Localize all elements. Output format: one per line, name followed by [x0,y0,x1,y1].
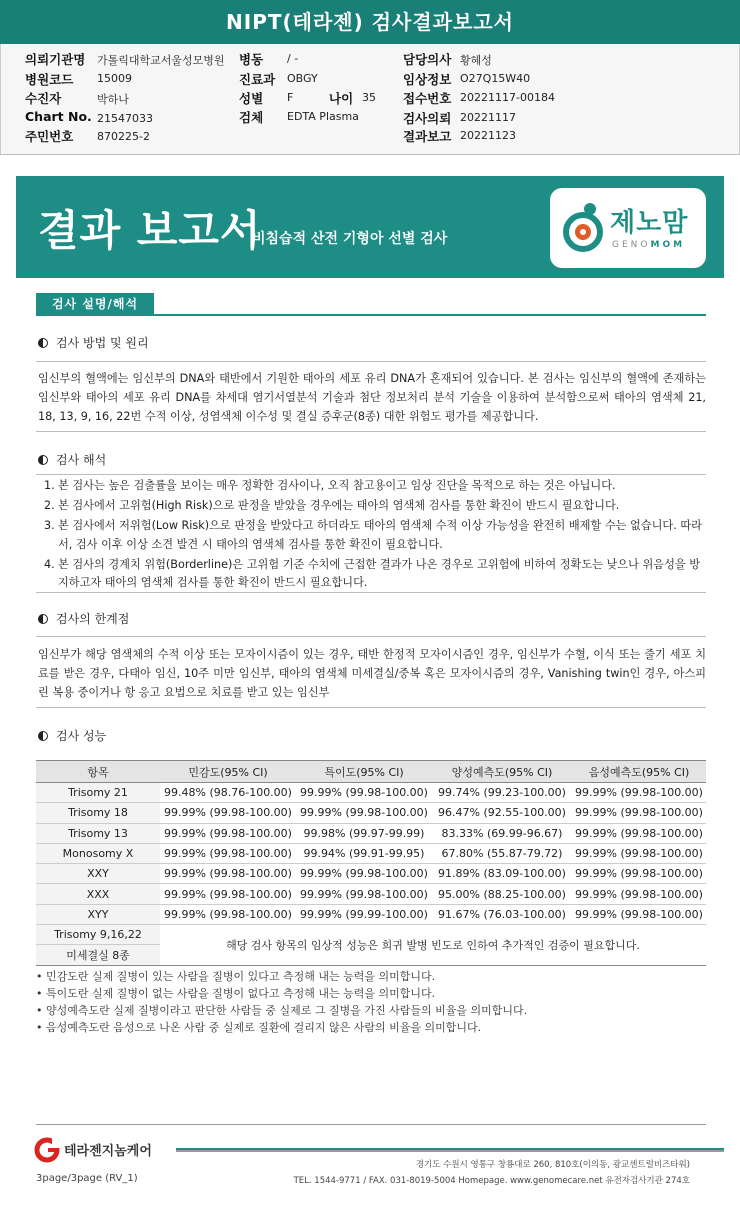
list-item [44,497,704,516]
table-cell: 99.99% (99.98-100.00) [572,884,706,904]
table-cell: 96.47% (92.55-100.00) [432,803,572,823]
logo-sub-b: MOM [650,240,686,250]
column-header: 특이도(95% CI) [296,761,432,783]
request-label: 검사의뢰 [403,111,452,126]
table-cell: 99.99% (99.98-100.00) [572,823,706,843]
table-row [36,843,706,863]
table-cell: 99.99% (99.98-100.00) [160,823,296,843]
table-cell: 99.99% (99.98-100.00) [296,803,432,823]
footer-address: 경기도 수원시 영통구 창룡대로 260, 810호(이의동, 광교센트럴비즈타워) [415,1160,690,1170]
half-circle-icon [38,455,48,465]
limitation-heading [38,610,129,627]
report-banner [16,176,724,278]
method-heading [38,334,149,351]
sex-value: F [287,91,294,104]
logo-sub-a: GENO [612,240,651,250]
table-cell: 99.99% (99.98-100.00) [160,884,296,904]
note-line: • 특이도란 실제 질병이 없는 사람을 질병이 없다고 측정해 내는 능력을 의미합니다. [36,987,436,1000]
table-cell: Monosomy X [36,843,160,863]
table-cell: 91.89% (83.09-100.00) [432,864,572,884]
column-header: 음성예측도(95% CI) [572,761,706,783]
table-cell: XXY [36,864,160,884]
table-row [36,783,706,803]
specimen-value: EDTA Plasma [287,110,359,123]
table-cell: 99.99% (99.99-100.00) [296,904,432,924]
divider [36,592,706,593]
note-line: • 음성예측도란 음성으로 나온 사람 중 실제로 질환에 걸리지 않은 사람의 비율을 의미합니다. [36,1021,482,1034]
special-note-cell: 해당 검사 항목의 임상적 성능은 희귀 발병 빈도로 인하여 추가적인 검증이 필요합니다. [160,925,706,966]
specimen-label: 검체 [239,110,264,125]
dept-label: 진료과 [239,72,276,87]
table-cell: 67.80% (55.87-79.72) [432,843,572,863]
table-cell: 99.99% (99.98-100.00) [572,783,706,803]
interpretation-heading-text: 검사 해석 [56,453,107,467]
banner-subtitle: 비침습적 산전 기형아 선별 검사 [252,231,448,247]
report-date-value: 20221123 [460,129,516,142]
item-text: 본 검사의 경계치 위험(Borderline)은 고위험 기준 수치에 근접한 결과가 나온 경우로 고위험에 비하여 정확도는 낮으나 위음성을 방지하고자 태아의 염색체 검사를 통한 확진이 반드시 필요합니다. [58,557,701,589]
table-cell: 99.74% (99.23-100.00) [432,783,572,803]
table-row [36,864,706,884]
genomom-logo-icon [562,202,604,254]
chart-value: 21547033 [97,112,153,125]
terragen-logo-icon [34,1137,60,1163]
footer-company: 테라젠지놈케어 [64,1144,152,1159]
item-text: 본 검사에서 저위험(Low Risk)으로 판정을 받았다고 하더라도 태아의 염색체 수적 이상 가능성을 완전히 배제할 수는 없습니다. 따라서, 검사 이후 이상 소견 발견 시 태아의 염색체 검사를 통한 확진이 필요합니다. [58,519,702,551]
performance-heading-text: 검사 성능 [56,729,107,743]
dept-value: OBGY [287,72,318,85]
performance-table [36,760,706,966]
clinical-value: O27Q15W40 [460,72,531,85]
table-row [36,925,706,945]
table-cell: 99.99% (99.98-100.00) [160,803,296,823]
logo-subtext [612,240,685,250]
method-heading-text: 검사 방법 및 원리 [56,336,149,350]
table-row [36,904,706,924]
column-header: 항목 [36,761,160,783]
table-cell: 99.99% (99.98-100.00) [572,864,706,884]
table-row [36,803,706,823]
table-cell: XYY [36,904,160,924]
item-number: 3. [44,519,55,532]
column-header: 양성예측도(95% CI) [432,761,572,783]
table-cell: 99.99% (99.98-100.00) [160,843,296,863]
interpretation-heading [38,451,106,468]
receipt-label: 접수번호 [403,91,452,106]
table-cell: 99.99% (99.98-100.00) [572,843,706,863]
table-cell: 83.33% (69.99-96.67) [432,823,572,843]
item-number: 4. [44,557,55,571]
table-cell: 99.99% (99.98-100.00) [572,904,706,924]
institution-label: 의뢰기관명 [25,52,86,67]
table-cell: 99.99% (99.98-100.00) [296,864,432,884]
table-cell: 91.67% (76.03-100.00) [432,904,572,924]
table-row [36,823,706,843]
table-cell: Trisomy 13 [36,823,160,843]
table-row [36,884,706,904]
table-cell: 99.99% (99.98-100.00) [296,884,432,904]
item-number: 2. [44,499,55,512]
divider [36,431,706,432]
hospital-code-value: 15009 [97,72,132,85]
patient-value: 박하나 [97,93,129,106]
table-cell: Trisomy 18 [36,803,160,823]
table-cell: 99.98% (99.97-99.99) [296,823,432,843]
banner-title: 결과 보고서 [38,206,262,255]
genomom-logo [550,188,706,268]
report-title: NIPT(테라젠) 검사결과보고서 [0,0,740,44]
note-line: • 민감도란 실제 질병이 있는 사람을 질병이 있다고 측정해 내는 능력을 의미합니다. [36,970,436,983]
id-value: 870225-2 [97,130,150,143]
note-line: • 양성예측도란 실제 질병이라고 판단한 사람들 중 실제로 그 질병을 가진 사람들의 비율을 의미합니다. [36,1004,528,1017]
table-cell: 99.48% (98.76-100.00) [160,783,296,803]
doctor-value: 황혜성 [460,54,492,67]
patient-info-panel [0,44,740,155]
table-cell: 99.99% (99.98-100.00) [572,803,706,823]
section-tab-line [36,314,706,316]
half-circle-icon [38,338,48,348]
footer-divider [36,1124,706,1125]
table-cell: 미세결실 8종 [36,945,160,965]
footer-contact: TEL. 1544-9771 / FAX. 031-8019-5004 Homepage. www.genomecare.net 유전자검사기관 274호 [293,1176,690,1186]
method-body: 임신부의 혈액에는 임신부의 DNA와 태반에서 기원한 태아의 세포 유리 DNA가 혼재되어 있습니다. 본 검사는 임신부의 혈액에 존재하는 임신부와 태아의 세포 유리 DNA를 차세대 염기서열분석 기술과 첨단 정보처리 분석 기술을 이용하여 분석함으로써 태아의 염색체 21, 18, 13, 9, 16, 22번 수적 이상, 성염색체 이수성 및 결실 증후군(8종) 대한 위험도 평가를 제공합니다. [38,372,706,423]
interpretation-list [44,477,704,594]
receipt-value: 20221117-00184 [460,91,555,104]
age-value: 35 [362,91,376,104]
table-header-row [36,761,706,783]
doctor-label: 담당의사 [403,52,452,67]
performance-heading [38,727,106,744]
table-cell: Trisomy 21 [36,783,160,803]
table-cell: 99.99% (99.98-100.00) [296,783,432,803]
table-cell: 95.00% (88.25-100.00) [432,884,572,904]
list-item [44,556,704,593]
footer-rule-accent [176,1148,724,1150]
table-cell: Trisomy 9,16,22 [36,925,160,945]
list-item [44,477,704,496]
item-number: 1. [44,479,55,492]
clinical-label: 임상정보 [403,72,452,87]
limitation-heading-text: 검사의 한계점 [56,612,130,626]
divider [36,474,706,475]
list-item [44,517,704,554]
chart-label: Chart No. [25,109,92,124]
half-circle-icon [38,614,48,624]
section-tab: 검사 설명/해석 [36,293,154,315]
request-value: 20221117 [460,111,516,124]
age-label: 나이 [329,91,354,106]
divider [36,636,706,637]
divider [36,361,706,362]
report-date-label: 결과보고 [403,129,452,144]
table-cell: 99.99% (99.98-100.00) [160,904,296,924]
ward-value: / - [287,52,299,65]
column-header: 민감도(95% CI) [160,761,296,783]
sex-label: 성별 [239,91,264,106]
table-cell: 99.94% (99.91-99.95) [296,843,432,863]
table-cell: XXX [36,884,160,904]
id-label: 주민번호 [25,129,74,144]
page-number: 3page/3page (RV_1) [36,1173,138,1184]
hospital-code-label: 병원코드 [25,72,74,87]
divider [36,707,706,708]
limitation-body: 임신부가 해당 염색체의 수적 이상 또는 모자이시즘이 있는 경우, 태반 한정적 모자이시즘인 경우, 임신부가 수혈, 이식 또는 줄기 세포 치료를 받은 경우, 다태아 임신, 10주 미만 임신부, 태아의 염색체 미세결실/중복 혹은 모자이시즘의 경우, Vanishing twin인 경우, 아스피린 복용 중이거나 항 응고 요법으로 치료를 받고 있는 임신부 [38,648,706,699]
table-cell: 99.99% (99.98-100.00) [160,864,296,884]
logo-text: 제노맘 [610,208,689,238]
ward-label: 병동 [239,52,264,67]
item-text: 본 검사는 높은 검출률을 보이는 매우 정확한 검사이나, 오직 참고용이고 임상 진단을 목적으로 하는 것은 아닙니다. [58,479,616,492]
item-text: 본 검사에서 고위험(High Risk)으로 판정을 받았을 경우에는 태아의 염색체 검사를 통한 확진이 반드시 필요합니다. [58,499,620,512]
institution-value: 가톨릭대학교서울성모병원 [97,54,225,67]
patient-label: 수진자 [25,91,62,106]
half-circle-icon [38,731,48,741]
